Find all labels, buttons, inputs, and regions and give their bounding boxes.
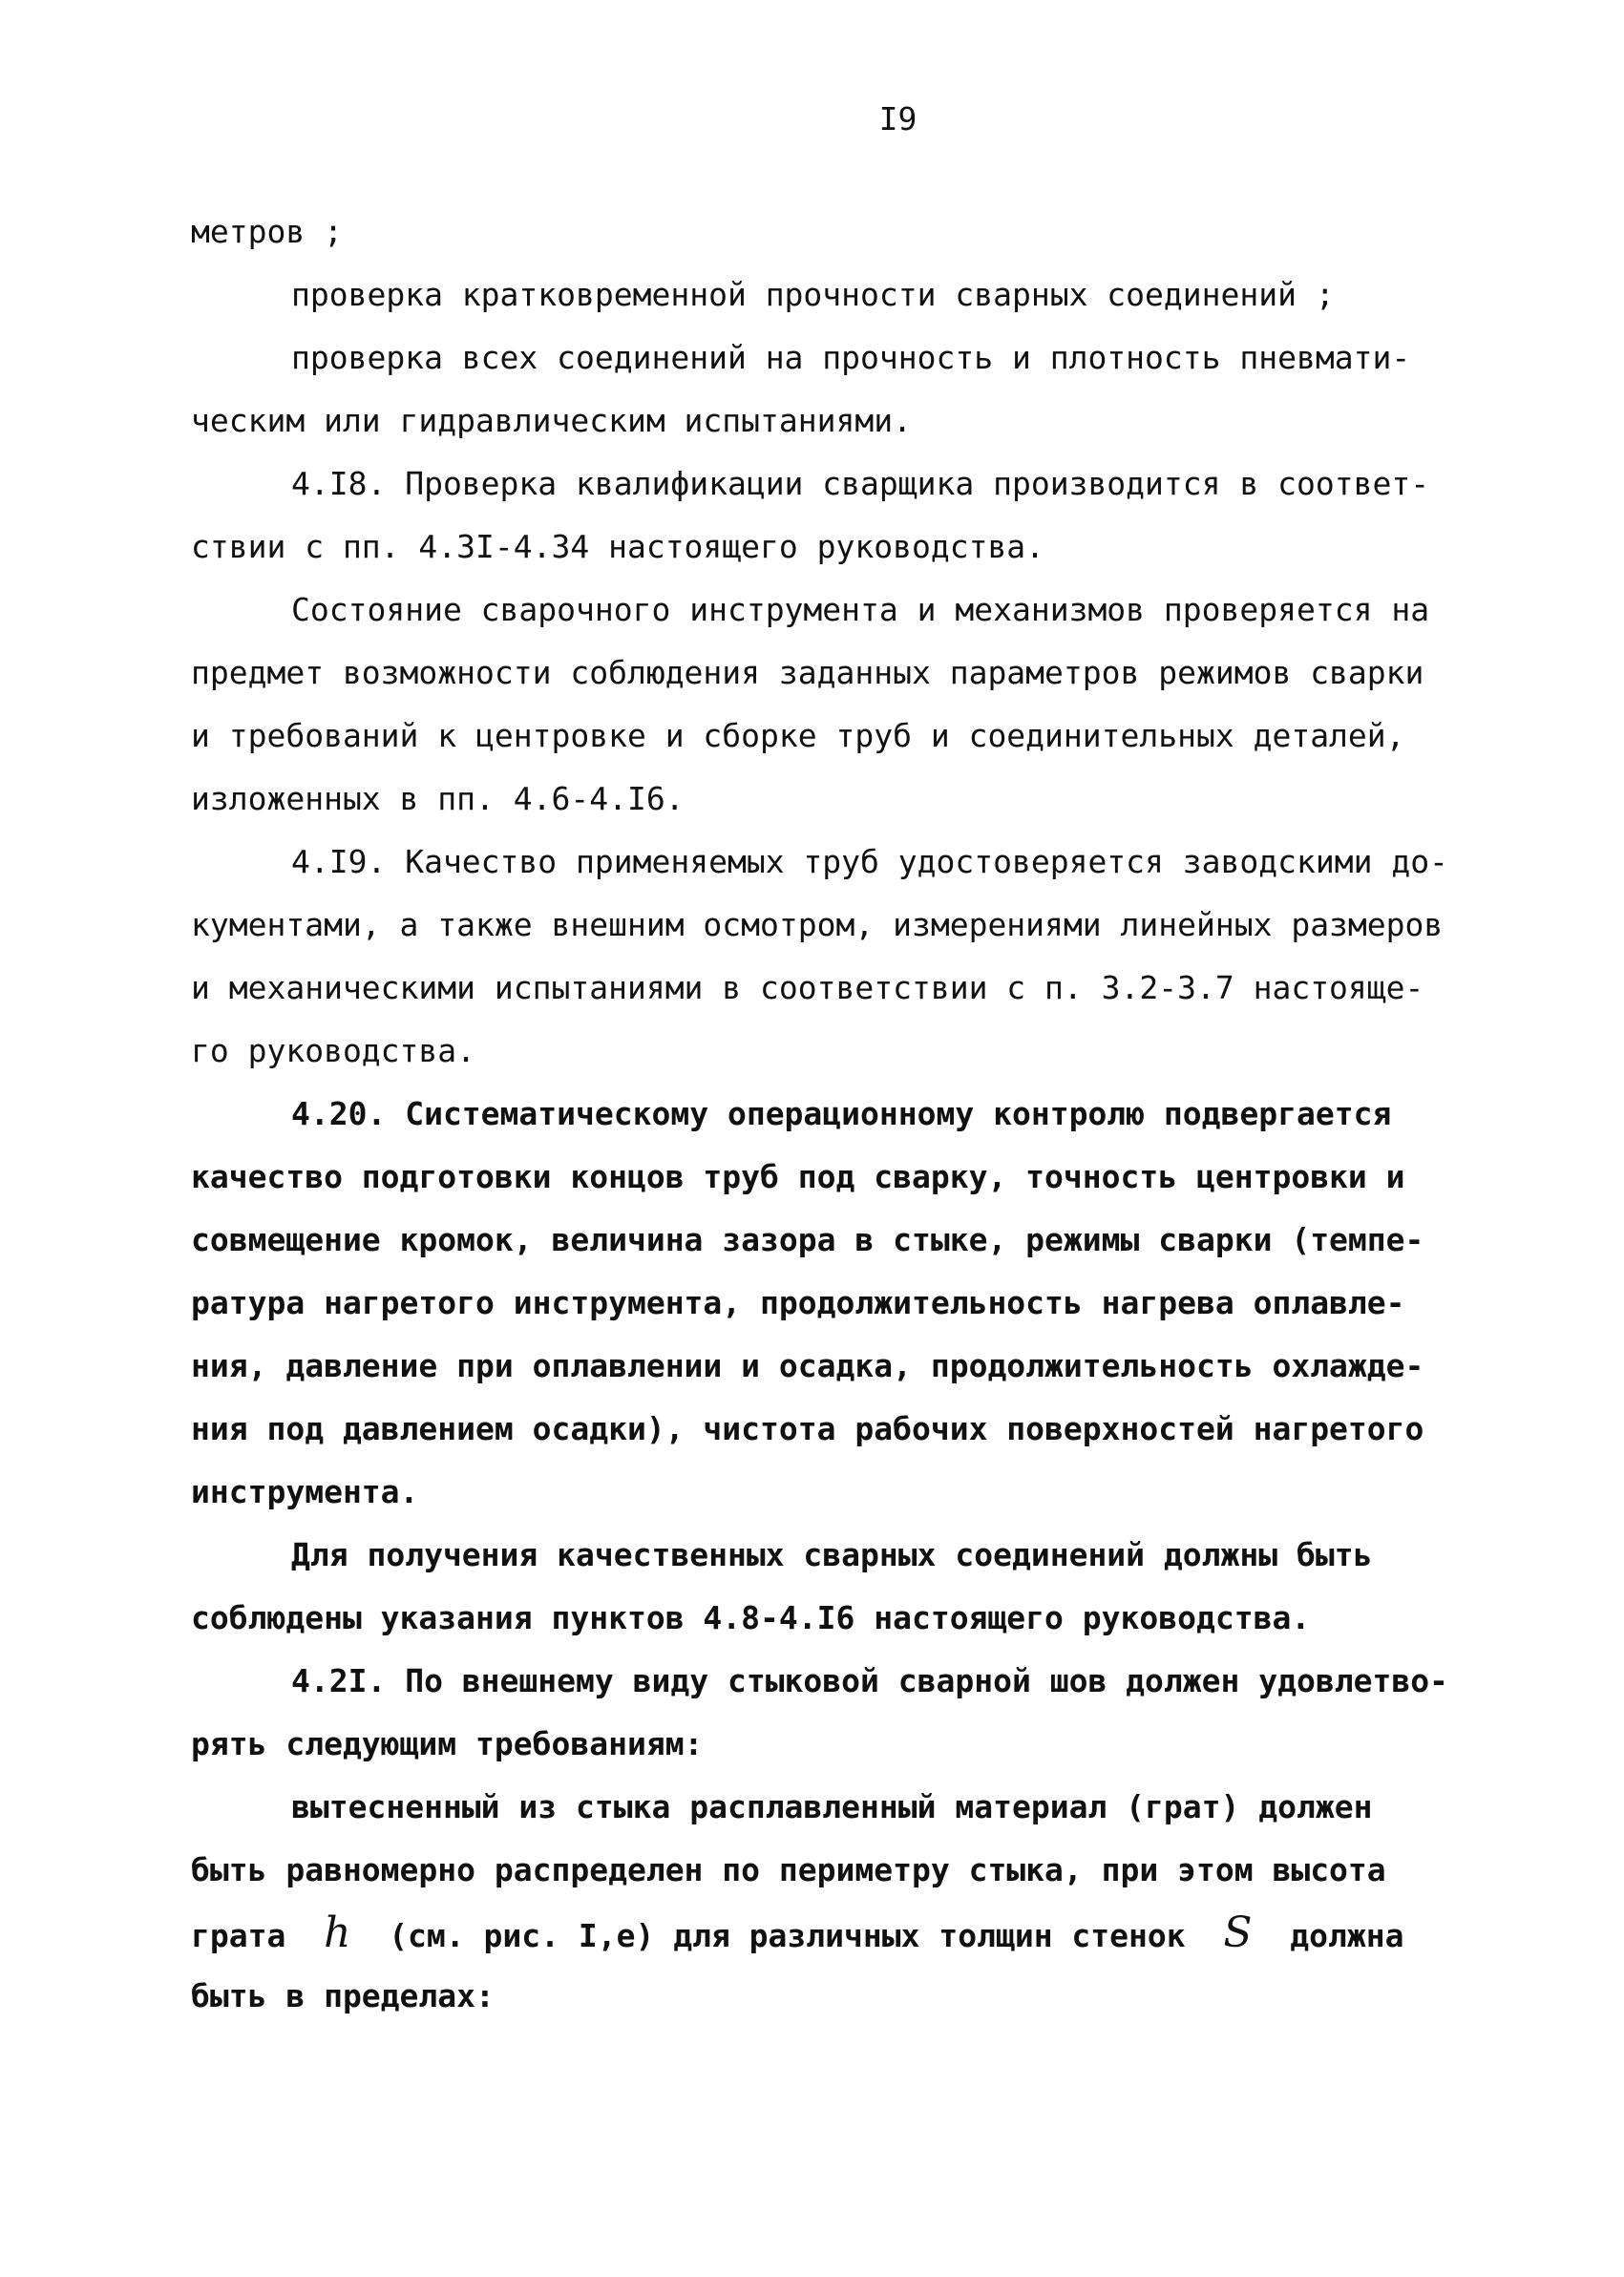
text-line: ческим или гидравлическим испытаниями. <box>191 402 912 439</box>
text-line: рять следующим требованиям: <box>191 1725 704 1762</box>
text-line: ния, давление при оплавлении и осадка, продолжительность охлажде- <box>191 1347 1424 1384</box>
text-line: 4.I9. Качество применяемых труб удостоверяется заводскими до- <box>291 843 1448 880</box>
text-line: качество подготовки концов труб под сварку, точность центровки и <box>191 1158 1405 1195</box>
text-line: проверка всех соединений на прочность и плотность пневмати- <box>291 339 1411 376</box>
text-line: метров ; <box>191 213 343 250</box>
body-text <box>191 200 1451 2028</box>
text-line: ратура нагретого инструмента, продолжительность нагрева оплавле- <box>191 1284 1405 1321</box>
text-line: быть в пределах: <box>191 1977 495 2014</box>
text-line: проверка кратковременной прочности сварных соединений ; <box>291 276 1335 313</box>
text-line: и требований к центровке и сборке труб и соединительных деталей, <box>191 717 1405 754</box>
text-line: совмещение кромок, величина зазора в стыке, режимы сварки (темпе- <box>191 1221 1424 1258</box>
text-line: и механическими испытаниями в соответствии с п. 3.2-3.7 настояще- <box>191 969 1424 1006</box>
wall-thickness-symbol: S <box>1223 1908 1253 1957</box>
text-line: кументами, а также внешним осмотром, измерениями линейных размеров <box>191 906 1444 943</box>
text-line: изложенных в пп. 4.6-4.I6. <box>191 780 685 817</box>
text-line: го руководства. <box>191 1032 476 1069</box>
text-fragment: должна <box>1290 1917 1404 1954</box>
text-line: 4.20. Систематическому операционному контролю подвергается <box>291 1095 1392 1132</box>
text-line: Для получения качественных сварных соединений должны быть <box>291 1536 1373 1573</box>
text-line: 4.2I. По внешнему виду стыковой сварной шов должен удовлетво- <box>291 1662 1448 1699</box>
text-line-with-symbols <box>191 1902 1451 1965</box>
text-line: ния под давлением осадки), чистота рабочих поверхностей нагретого <box>191 1410 1424 1447</box>
text-line: Состояние сварочного инструмента и механизмов проверяется на <box>291 591 1430 628</box>
text-fragment: грата <box>191 1917 286 1954</box>
text-line: вытесненный из стыка расплавленный материал (грат) должен <box>291 1788 1373 1825</box>
text-line: предмет возможности соблюдения заданных параметров режимов сварки <box>191 654 1424 691</box>
text-line: ствии с пп. 4.3I-4.34 настоящего руководства. <box>191 528 1045 565</box>
page-number: I9 <box>878 100 917 137</box>
text-line: соблюдены указания пунктов 4.8-4.I6 настоящего руководства. <box>191 1599 1311 1636</box>
text-line: 4.I8. Проверка квалификации сварщика производится в соответ- <box>291 465 1430 502</box>
text-line: быть равномерно распределен по периметру стыка, при этом высота <box>191 1851 1386 1888</box>
text-fragment: (см. рис. I,е) для различных толщин стенок <box>389 1917 1186 1954</box>
text-line: инструмента. <box>191 1473 419 1510</box>
grat-height-symbol: h <box>324 1908 351 1957</box>
